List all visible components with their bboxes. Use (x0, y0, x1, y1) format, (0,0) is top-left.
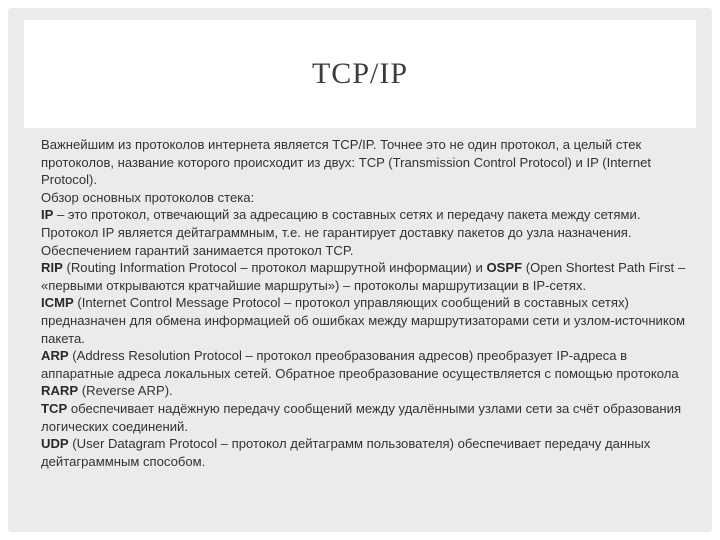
slide-body (41, 136, 686, 470)
overview-heading: Обзор основных протоколов стека: (41, 189, 255, 205)
protocol-desc-rip: (Routing Information Protocol – протокол маршрутной информации) и (62, 260, 487, 276)
protocol-name-udp: UDP (41, 436, 69, 452)
protocol-desc-tcp: обеспечивает надёжную передачу сообщений между удалёнными узлами сети за счёт образования логических соединений. (41, 400, 682, 434)
protocol-desc-rarp: (Reverse ARP). (78, 383, 173, 399)
title-box (24, 20, 696, 128)
protocol-name-tcp: TCP (41, 400, 68, 416)
slide-title: TCP/IP (311, 57, 409, 90)
protocol-desc-ospf: (Open Shortest Path First – «первыми открываются кратчайшие маршруты») – протоколы маршрутизации в IP-сетях. (41, 260, 686, 293)
slide (8, 8, 712, 532)
protocol-arp (41, 347, 686, 400)
intro-paragraph: Важнейшим из протоколов интернета является TCP/IP. Точнее это не один протокол, а целый стек протоколов, название которого происходит из двух: TCP (Transmission Control Protocol) и IP (Internet Protocol). (41, 137, 652, 188)
protocol-tcp (41, 400, 686, 435)
protocol-ip (41, 206, 686, 259)
protocol-name-rarp: RARP (41, 383, 79, 399)
protocol-name-ospf: OSPF (486, 260, 523, 276)
protocol-udp (41, 435, 686, 470)
protocol-desc-ip: – это протокол, отвечающий за адресацию в составных сетях и передачу пакета между сетями. Протокол IP является дейтаграммным, т.е. не гарантирует доставку пакетов до узла назначения. Обеспечением гарантий занимается протокол TCP. (41, 207, 641, 258)
protocol-desc-udp: (User Datagram Protocol – протокол дейтаграмм пользователя) обеспечивает передачу данных дейтаграммным способом. (41, 436, 651, 469)
protocol-name-icmp: ICMP (41, 295, 74, 311)
protocol-name-rip: RIP (41, 260, 63, 276)
protocol-name-arp: ARP (41, 348, 69, 364)
protocol-icmp (41, 294, 686, 347)
protocol-name-ip: IP (41, 207, 54, 223)
protocol-desc-arp: (Address Resolution Protocol – протокол преобразования адресов) преобразует IP-адреса в аппаратные адреса локальных сетей. Обратное преобразование осуществляется с помощью протокола (41, 348, 679, 381)
protocol-rip-ospf (41, 259, 686, 294)
protocol-desc-icmp: (Internet Control Message Protocol – протокол управляющих сообщений в составных сетях) предназначен для обмена информацией об ошибках между маршрутизаторами сети и узлом-источником пакета. (41, 295, 686, 346)
